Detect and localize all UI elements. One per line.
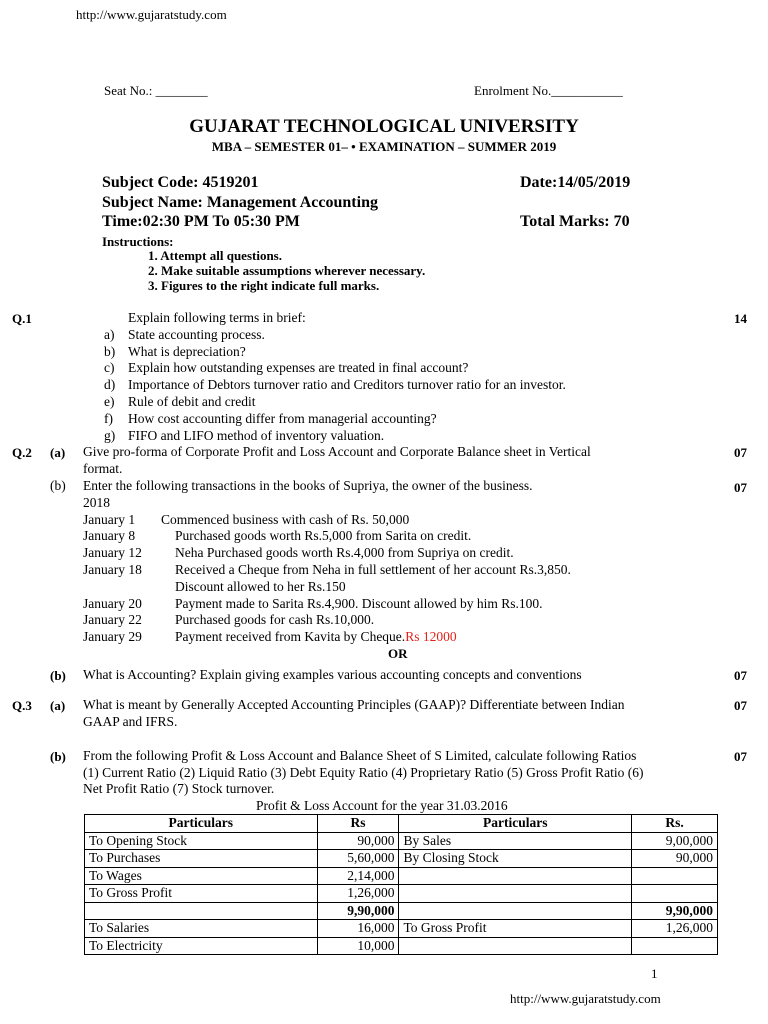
table-header-row [85, 815, 718, 833]
item-label: b) [104, 344, 116, 359]
table-cell [399, 867, 632, 885]
transaction-date: January 18 [83, 562, 142, 577]
item-text: State accounting process. [128, 327, 265, 342]
table-cell: To Salaries [85, 920, 318, 938]
or-separator: OR [388, 646, 408, 661]
transaction-date: January 1 [83, 512, 136, 527]
column-header: Rs. [632, 815, 718, 833]
subquestion-label: (b) [50, 749, 66, 764]
question-text: What is meant by Generally Accepted Accounting Principles (GAAP)? Differentiate between Indian [83, 697, 625, 712]
transaction-amount-highlight: Rs 12000 [405, 629, 457, 644]
table-cell [399, 902, 632, 920]
instructions-heading: Instructions: [102, 234, 174, 249]
table-cell: To Electricity [85, 937, 318, 955]
item-text: How cost accounting differ from managerial accounting? [128, 411, 437, 426]
subquestion-label: (a) [50, 698, 66, 713]
column-header: Particulars [399, 815, 632, 833]
subquestion-label: (b) [50, 668, 66, 683]
table-cell: To Gross Profit [85, 885, 318, 903]
table-cell [632, 885, 718, 903]
transaction-text: Received a Cheque from Neha in full settlement of her account Rs.3,850. [175, 562, 571, 577]
table-total-row [85, 902, 718, 920]
question-marks: 14 [734, 311, 747, 326]
item-label: d) [104, 377, 116, 392]
item-text: Rule of debit and credit [128, 394, 256, 409]
table-row [85, 920, 718, 938]
transaction-text-main: Payment received from Kavita by Cheque. [175, 629, 406, 644]
item-label: c) [104, 360, 115, 375]
transaction-date: January 29 [83, 629, 142, 644]
table-row [85, 937, 718, 955]
table-cell: To Wages [85, 867, 318, 885]
question-marks: 07 [734, 668, 747, 683]
profit-loss-table [84, 814, 718, 955]
question-number: Q.3 [12, 698, 32, 713]
table-caption: Profit & Loss Account for the year 31.03.2016 [256, 798, 508, 813]
total-marks: Total Marks: 70 [520, 213, 630, 230]
transaction-text: Purchased goods worth Rs.5,000 from Sarita on credit. [175, 528, 472, 543]
instruction-item: 1. Attempt all questions. [148, 248, 282, 263]
table-cell: By Closing Stock [399, 850, 632, 868]
item-text: FIFO and LIFO method of inventory valuation. [128, 428, 385, 443]
table-cell: 90,000 [632, 850, 718, 868]
table-cell [399, 937, 632, 955]
exam-date: Date:14/05/2019 [520, 174, 631, 191]
table-cell: 1,26,000 [632, 920, 718, 938]
table-row [85, 832, 718, 850]
question-text: (1) Current Ratio (2) Liquid Ratio (3) Debt Equity Ratio (4) Proprietary Ratio (5) Gross Profit Ratio (6) [83, 765, 644, 780]
transaction-text: Neha Purchased goods worth Rs.4,000 from Supriya on credit. [175, 545, 514, 560]
question-marks: 07 [734, 749, 747, 764]
question-marks: 07 [734, 698, 747, 713]
transaction-text: Discount allowed to her Rs.150 [175, 579, 346, 594]
column-header: Rs [317, 815, 399, 833]
question-number: Q.1 [12, 311, 32, 326]
subject-code: Subject Code: 4519201 [102, 174, 259, 191]
transaction-text: Purchased goods for cash Rs.10,000. [175, 612, 375, 627]
item-text: Explain how outstanding expenses are treated in final account? [128, 360, 469, 375]
table-total-cell: 9,90,000 [632, 902, 718, 920]
subject-name: Subject Name: Management Accounting [102, 194, 378, 211]
item-label: a) [104, 327, 115, 342]
table-row [85, 850, 718, 868]
question-number: Q.2 [12, 445, 32, 460]
transaction-date: January 12 [83, 545, 142, 560]
table-cell: 2,14,000 [317, 867, 399, 885]
transaction-date: January 20 [83, 596, 142, 611]
exam-time: Time:02:30 PM To 05:30 PM [102, 213, 300, 230]
table-cell: To Opening Stock [85, 832, 318, 850]
table-cell: 90,000 [317, 832, 399, 850]
item-label: f) [104, 411, 113, 426]
header-url[interactable]: http://www.gujaratstudy.com [76, 7, 227, 22]
transaction-text: Commenced business with cash of Rs. 50,000 [161, 512, 410, 527]
transaction-year: 2018 [83, 495, 110, 510]
subquestion-label: (a) [50, 445, 66, 460]
table-cell: 9,00,000 [632, 832, 718, 850]
question-text: What is Accounting? Explain giving examples various accounting concepts and conventions [83, 667, 582, 682]
question-text: Enter the following transactions in the books of Supriya, the owner of the business. [83, 478, 533, 493]
transaction-date: January 22 [83, 612, 142, 627]
question-marks: 07 [734, 445, 747, 460]
table-cell [632, 937, 718, 955]
question-text: format. [83, 461, 123, 476]
table-cell [399, 885, 632, 903]
table-cell [85, 902, 318, 920]
table-cell: 10,000 [317, 937, 399, 955]
exam-title: MBA – SEMESTER 01– • EXAMINATION – SUMMER 2019 [211, 139, 557, 154]
seat-number-field: Seat No.: ________ [104, 83, 208, 98]
table-cell: To Gross Profit [399, 920, 632, 938]
question-marks: 07 [734, 480, 747, 495]
subquestion-label: (b) [50, 478, 66, 493]
column-header: Particulars [85, 815, 318, 833]
transaction-text [175, 629, 457, 645]
question-text: Give pro-forma of Corporate Profit and Loss Account and Corporate Balance sheet in Vertical [83, 444, 591, 459]
table-cell: 5,60,000 [317, 850, 399, 868]
table-cell: By Sales [399, 832, 632, 850]
question-text: From the following Profit & Loss Account and Balance Sheet of S Limited, calculate following Ratios [83, 748, 637, 763]
item-label: e) [104, 394, 115, 409]
page-number: 1 [651, 966, 658, 981]
transaction-text: Payment made to Sarita Rs.4,900. Discount allowed by him Rs.100. [175, 596, 543, 611]
table-total-cell: 9,90,000 [317, 902, 399, 920]
table-cell: 1,26,000 [317, 885, 399, 903]
item-text: Importance of Debtors turnover ratio and Creditors turnover ratio for an investor. [128, 377, 566, 392]
instruction-item: 3. Figures to the right indicate full marks. [148, 278, 380, 293]
enrolment-number-field: Enrolment No.___________ [474, 83, 623, 98]
question-text: Explain following terms in brief: [128, 310, 306, 325]
table-cell: 16,000 [317, 920, 399, 938]
question-text: Net Profit Ratio (7) Stock turnover. [83, 781, 275, 796]
item-label: g) [104, 428, 116, 443]
item-text: What is depreciation? [128, 344, 246, 359]
table-cell [632, 867, 718, 885]
table-cell: To Purchases [85, 850, 318, 868]
table-row [85, 867, 718, 885]
university-title: GUJARAT TECHNOLOGICAL UNIVERSITY [189, 116, 579, 137]
footer-url[interactable]: http://www.gujaratstudy.com [510, 991, 661, 1006]
question-text: GAAP and IFRS. [83, 714, 178, 729]
instruction-item: 2. Make suitable assumptions wherever necessary. [148, 263, 426, 278]
table-row [85, 885, 718, 903]
transaction-date: January 8 [83, 528, 136, 543]
